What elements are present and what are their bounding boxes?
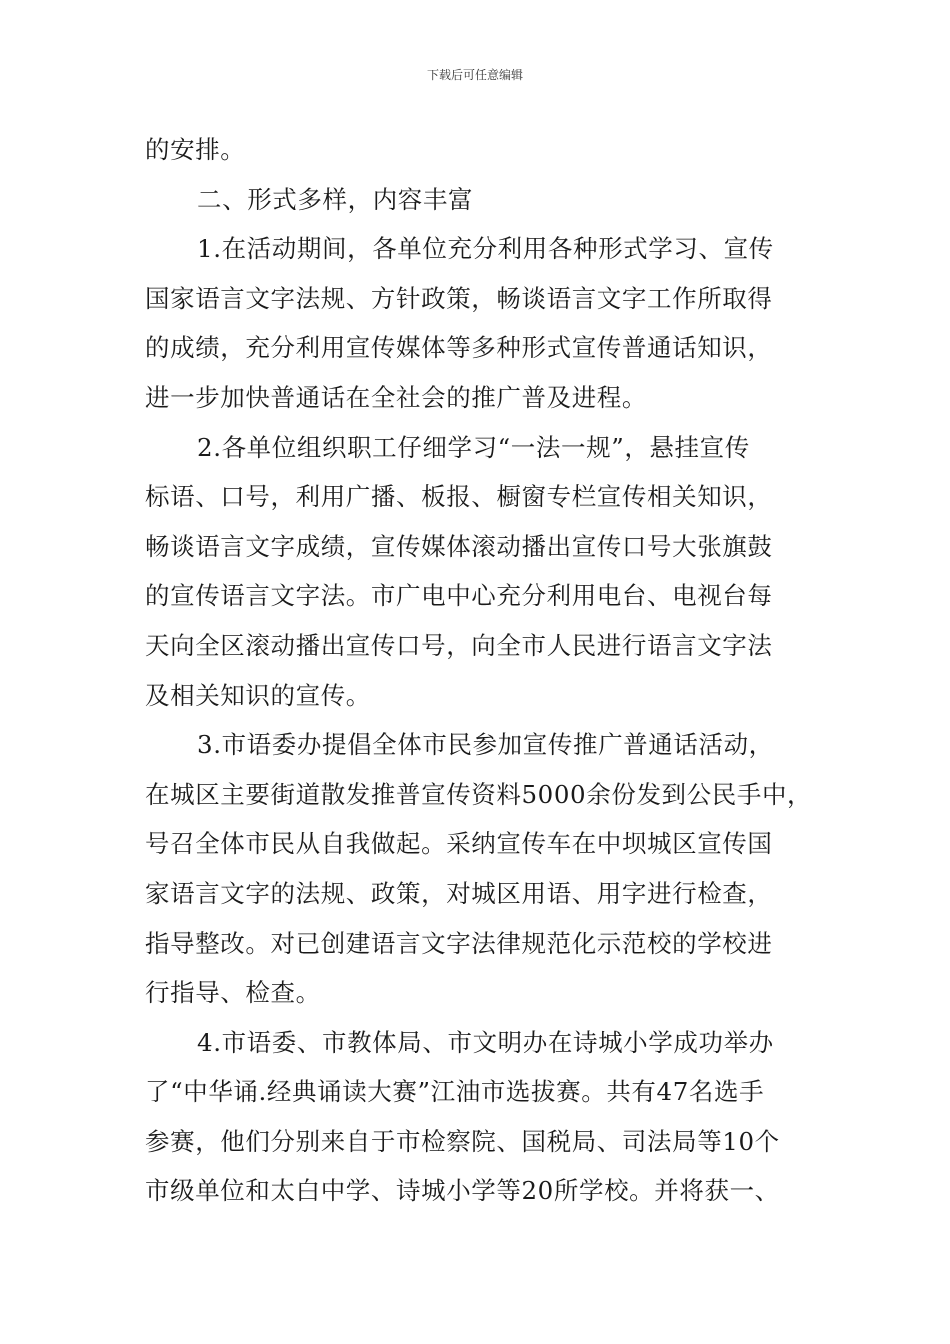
text-line: 天向全区滚动播出宣传口号，向全市人民进行语言文字法 <box>145 630 773 660</box>
text-line: 号召全体市民从自我做起。采纳宣传车在中坝城区宣传国 <box>145 829 773 859</box>
text-line: 3.市语委办提倡全体市民参加宣传推广普通话活动， <box>197 730 774 760</box>
text-line: 畅谈语言文字成绩，宣传媒体滚动播出宣传口号大张旗鼓 <box>145 531 773 561</box>
text-line: 市级单位和太白中学、诗城小学等20所学校。并将获一、 <box>145 1176 780 1206</box>
text-line: 的宣传语言文字法。市广电中心充分利用电台、电视台每 <box>145 581 773 611</box>
text-line: 行指导、检查。 <box>145 978 321 1008</box>
document-body <box>145 125 815 1216</box>
text-line: 2.各单位组织职工仔细学习“一法一规”，悬挂宣传 <box>197 432 750 462</box>
section-heading: 二、形式多样，内容丰富 <box>197 184 474 214</box>
text-line: 4.市语委、市教体局、市文明办在诗城小学成功举办 <box>197 1027 774 1057</box>
text-line: 标语、口号，利用广播、板报、橱窗专栏宣传相关知识， <box>145 482 773 512</box>
text-line: 参赛，他们分别来自于市检察院、国税局、司法局等10个 <box>145 1126 780 1156</box>
text-line: 的成绩，充分利用宣传媒体等多种形式宣传普通话知识， <box>145 333 773 363</box>
text-line: 的安排。 <box>145 135 246 164</box>
text-line: 国家语言文字法规、方针政策，畅谈语言文字工作所取得 <box>145 283 773 313</box>
text-line: 1.在活动期间，各单位充分利用各种形式学习、宣传 <box>197 234 774 264</box>
text-line: 及相关知识的宣传。 <box>145 680 371 710</box>
text-line: 指导整改。对已创建语言文字法律规范化示范校的学校进 <box>145 928 773 958</box>
text-line: 家语言文字的法规、政策，对城区用语、用字进行检查， <box>145 878 773 908</box>
page-header: 下载后可任意编辑 <box>426 68 523 82</box>
text-line: 在城区主要街道散发推普宣传资料5000余份发到公民手中， <box>145 779 813 809</box>
text-line: 了“中华诵.经典诵读大赛”江油市选拔赛。共有47名选手 <box>145 1077 765 1107</box>
text-line: 进一步加快普通话在全社会的推广普及进程。 <box>145 382 647 412</box>
